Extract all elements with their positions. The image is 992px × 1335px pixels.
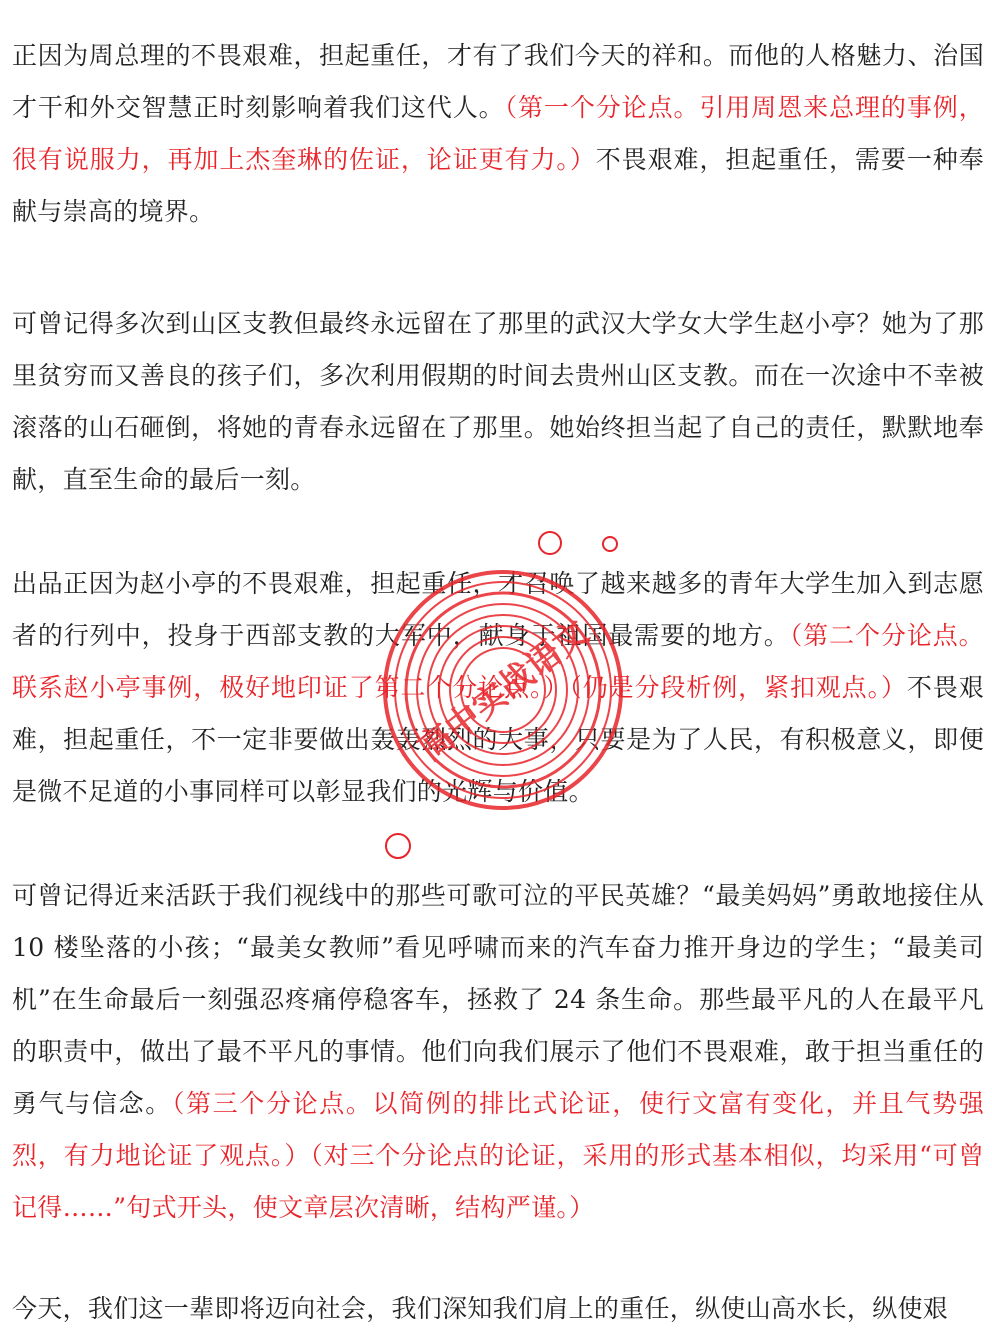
paragraph-5 [12, 1283, 984, 1335]
paragraph-5-text: 今天，我们这一辈即将迈向社会，我们深知我们肩上的重任，纵使山高水长，纵使艰 [12, 1294, 949, 1323]
paragraph-1 [12, 30, 984, 238]
paragraph-3-tail: 不畏艰难，担起重任，不一定非要做出轰轰烈烈的大事，只要是为了人民，有积极意义，即便是微不足道的小事同样可以彰显我们的光辉与价值。 [12, 673, 984, 806]
paragraph-4-annotation: （第三个分论点。以简例的排比式论证，使行文富有变化，并且气势强烈，有力地论证了观点。）（对三个分论点的论证，采用的形式基本相似，均采用“可曾记得……”句式开头，使文章层次清晰，结构严谨。） [12, 1089, 984, 1222]
circle-mark [538, 531, 562, 555]
paragraph-1-annotation: （第一个分论点。引用周恩来总理的事例，很有说服力，再加上杰奎琳的佐证，论证更有力。） [12, 93, 984, 174]
circle-mark [385, 833, 411, 859]
paragraph-4 [12, 870, 984, 1234]
paragraph-2-text: 可曾记得多次到山区支教但最终永远留在了那里的武汉大学女大学生赵小亭？她为了那里贫穷而又善良的孩子们，多次利用假期的时间去贵州山区支教。而在一次途中不幸被滚落的山石砸倒，将她的青春永远留在了那里。她始终担当起了自己的责任，默默地奉献，直至生命的最后一刻。 [12, 309, 984, 494]
circle-mark [602, 536, 618, 552]
paragraph-2 [12, 298, 984, 506]
paragraph-3-text: 出品正因为赵小亭的不畏艰难，担起重任，才召唤了越来越多的青年大学生加入到志愿者的行列中，投身于西部支教的大军中，献身于祖国最需要的地方。 [12, 569, 984, 650]
paragraph-1-text: 正因为周总理的不畏艰难，担起重任，才有了我们今天的祥和。而他的人格魅力、治国才干和外交智慧正时刻影响着我们这代人。 [12, 41, 984, 122]
paragraph-3-annotation: （第二个分论点。联系赵小亭事例，极好地印证了第二个分论点。）（仍是分段析例，紧扣观点。） [12, 621, 984, 702]
paragraph-4-text: 可曾记得近来活跃于我们视线中的那些可歌可泣的平民英雄？“最美妈妈”勇敢地接住从 10 楼坠落的小孩；“最美女教师”看见呼啸而来的汽车奋力推开身边的学生；“最美司机”在生命最后一刻强忍疼痛停稳客车，拯救了 24 条生命。那些最平凡的人在最平凡的职责中，做出了最不平凡的事情。他们向我们展示了他们不畏艰难，敢于担当重任的勇气与信念。 [12, 881, 984, 1118]
stamp-text: 高中实战语文 [410, 612, 597, 770]
watermark-stamp [373, 560, 633, 820]
paragraph-1-tail: 不畏艰难，担起重任，需要一种奉献与崇高的境界。 [12, 145, 984, 226]
